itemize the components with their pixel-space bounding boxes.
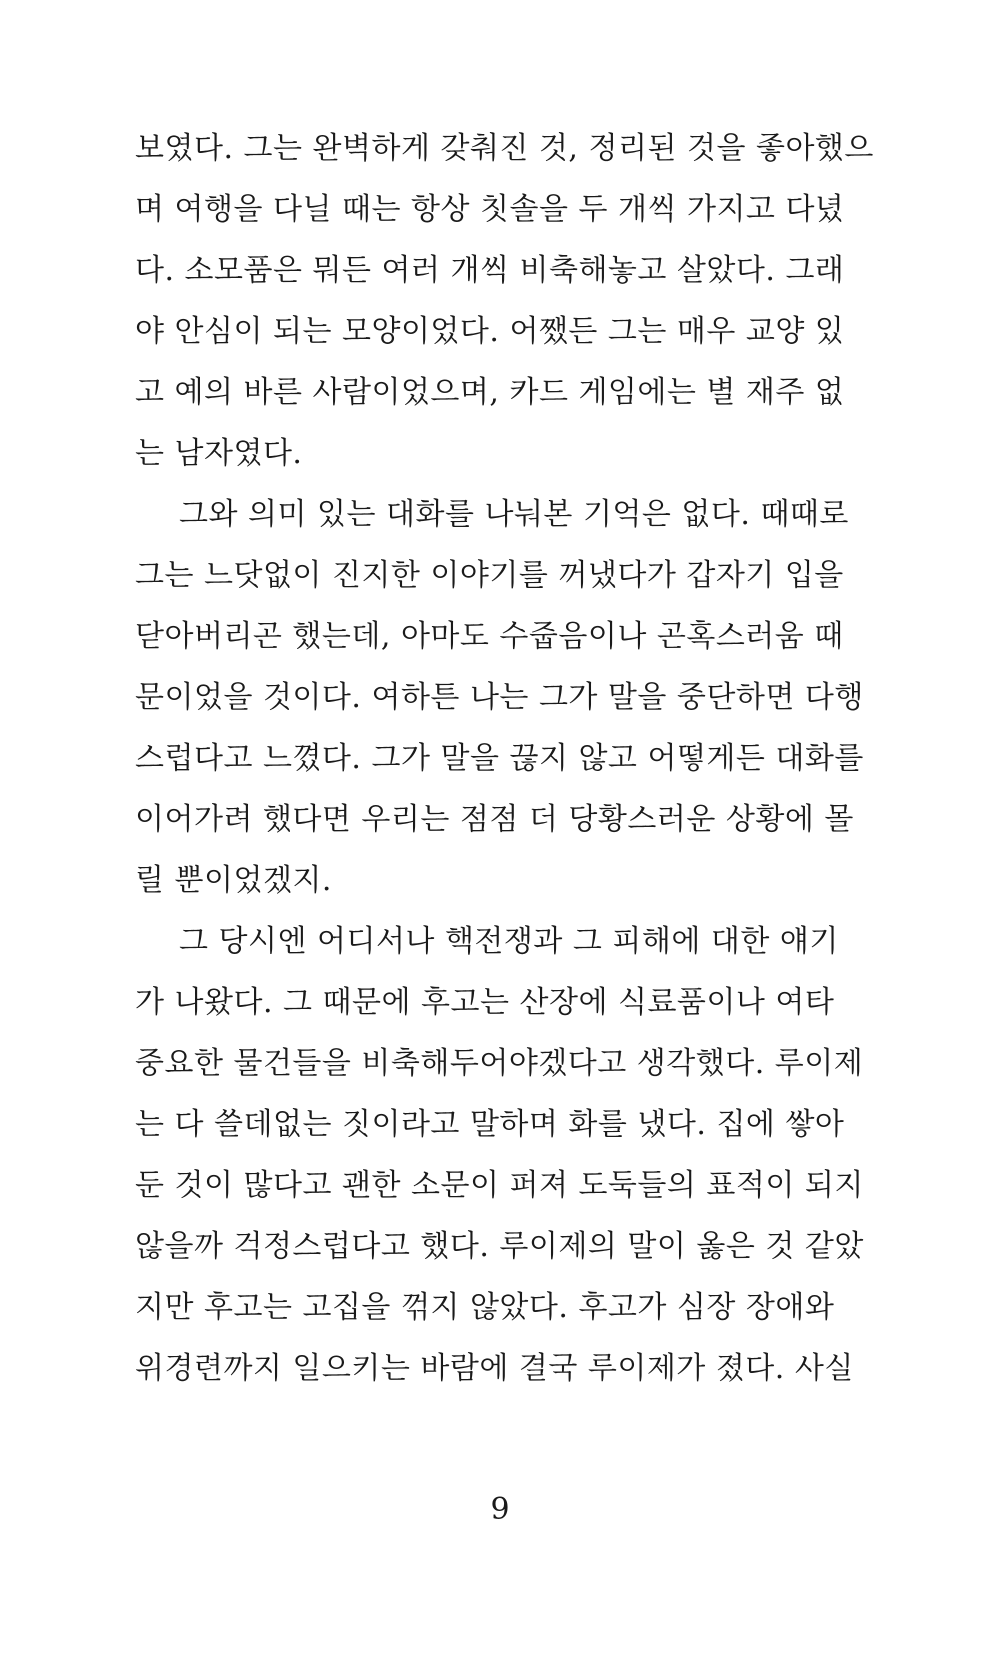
text-line: 야 안심이 되는 모양이었다. 어쨌든 그는 매우 교양 있	[135, 314, 845, 349]
text-line: 다. 소모품은 뭐든 여러 개씩 비축해놓고 살았다. 그래	[135, 253, 845, 288]
paragraph-start-line: 그 당시엔 어디서나 핵전쟁과 그 피해에 대한 얘기	[179, 924, 839, 959]
text-line: 둔 것이 많다고 괜한 소문이 퍼져 도둑들의 표적이 되지	[135, 1168, 864, 1203]
text-line: 중요한 물건들을 비축해두어야겠다고 생각했다. 루이제	[135, 1046, 864, 1081]
page-number: 9	[490, 1492, 510, 1527]
text-line: 고 예의 바른 사람이었으며, 카드 게임에는 별 재주 없	[135, 375, 845, 410]
text-line: 문이었을 것이다. 여하튼 나는 그가 말을 중단하면 다행	[135, 680, 864, 715]
text-line: 지만 후고는 고집을 꺾지 않았다. 후고가 심장 장애와	[135, 1290, 835, 1325]
text-line: 가 나왔다. 그 때문에 후고는 산장에 식료품이나 여타	[135, 985, 835, 1020]
text-line: 닫아버리곤 했는데, 아마도 수줍음이나 곤혹스러움 때	[135, 619, 844, 654]
text-line: 위경련까지 일으키는 바람에 결국 루이제가 졌다. 사실	[135, 1351, 854, 1386]
text-line: 는 다 쓸데없는 짓이라고 말하며 화를 냈다. 집에 쌓아	[135, 1107, 845, 1142]
text-line: 는 남자였다.	[135, 436, 303, 471]
text-line: 않을까 걱정스럽다고 했다. 루이제의 말이 옳은 것 같았	[135, 1229, 864, 1264]
text-line: 릴 뿐이었겠지.	[135, 863, 332, 898]
text-line: 스럽다고 느꼈다. 그가 말을 끊지 않고 어떻게든 대화를	[135, 741, 864, 776]
text-line: 이어가려 했다면 우리는 점점 더 당황스러운 상황에 몰	[135, 802, 854, 837]
text-line: 그는 느닷없이 진지한 이야기를 꺼냈다가 갑자기 입을	[135, 558, 844, 593]
text-line: 보였다. 그는 완벽하게 갖춰진 것, 정리된 것을 좋아했으	[135, 131, 874, 166]
text-line: 며 여행을 다닐 때는 항상 칫솔을 두 개씩 가지고 다녔	[135, 192, 845, 227]
paragraph-start-line: 그와 의미 있는 대화를 나눠본 기억은 없다. 때때로	[179, 497, 849, 532]
body-text	[135, 118, 874, 1399]
